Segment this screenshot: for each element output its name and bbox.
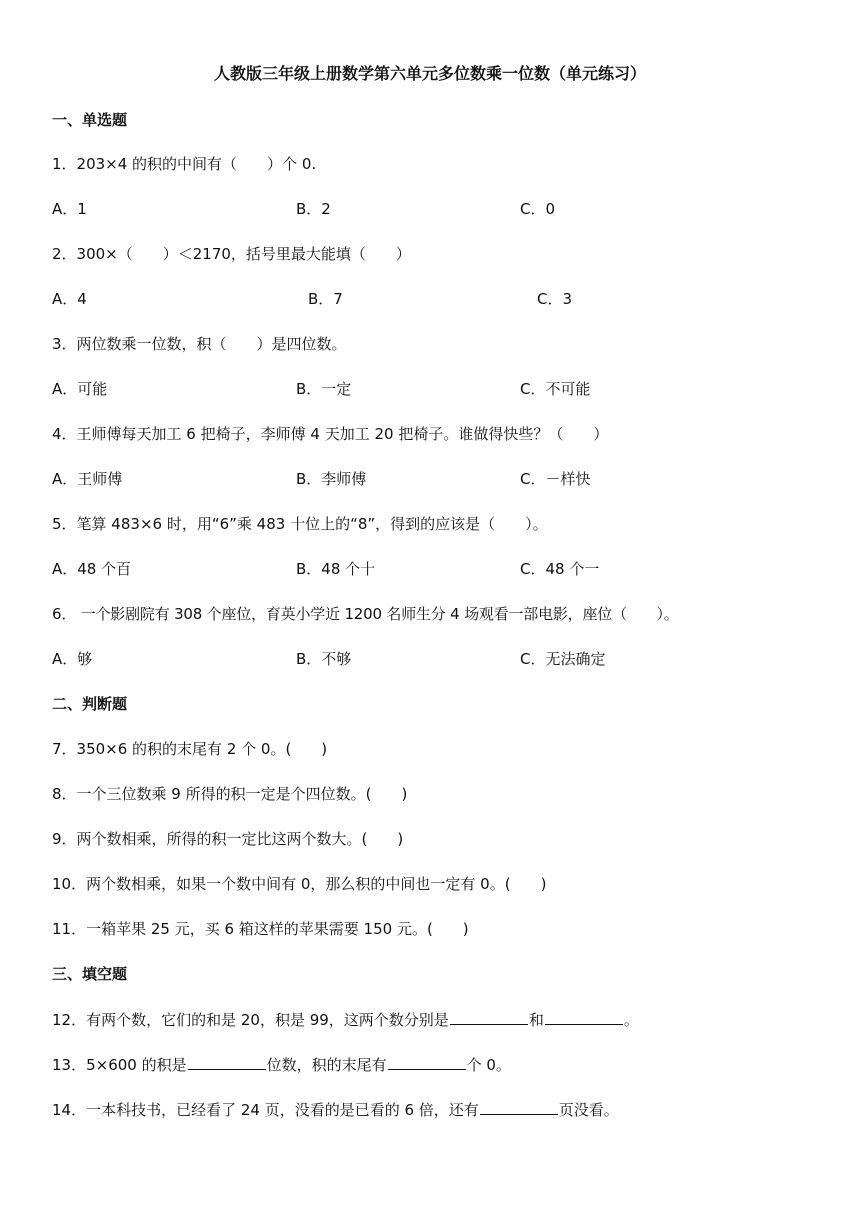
q12-text-post: 。 [623,1011,639,1029]
question-3: 3．两位数乘一位数，积（ ）是四位数。 [52,335,347,353]
q13-blank-1[interactable] [188,1053,266,1070]
q5-option-a: A．48 个百 [52,560,132,578]
question-14 [52,1098,619,1121]
question-1: 1．203×4 的积的中间有（ ）个 0. [52,155,317,173]
q2-option-a: A．4 [52,290,87,308]
page-title: 人教版三年级上册数学第六单元多位数乘一位数（单元练习） [213,64,646,83]
q14-text-pre: 14．一本科技书，已经看了 24 页，没看的是已看的 6 倍，还有 [52,1101,479,1119]
q12-text-pre: 12．有两个数，它们的和是 20，积是 99，这两个数分别是 [52,1011,449,1029]
q3-option-c: C．不可能 [520,380,591,398]
question-6: 6． 一个影剧院有 308 个座位，育英小学近 1200 名师生分 4 场观看一部电影，座位（ ）。 [52,605,679,623]
q13-text-mid: 位数，积的末尾有 [266,1056,387,1074]
question-2: 2．300×（ ）＜2170，括号里最大能填（ ） [52,245,411,263]
q14-blank-1[interactable] [480,1098,558,1115]
q12-blank-1[interactable] [450,1008,528,1025]
q6-option-b: B．不够 [296,650,352,668]
q2-option-c: C．3 [537,290,573,308]
q12-blank-2[interactable] [545,1008,623,1025]
question-11: 11．一箱苹果 25 元，买 6 箱这样的苹果需要 150 元。( ) [52,920,469,938]
q5-option-c: C．48 个一 [520,560,600,578]
q2-option-b: B．7 [308,290,343,308]
q1-option-b: B．2 [296,200,331,218]
question-9: 9．两个数相乘，所得的积一定比这两个数大。( ) [52,830,404,848]
question-12 [52,1008,639,1031]
question-13 [52,1053,511,1076]
question-5: 5．笔算 483×6 时，用“6”乘 483 十位上的“8”，得到的应该是（ ）。 [52,515,548,533]
q4-option-b: B．李师傅 [296,470,367,488]
q13-text-post: 个 0。 [466,1056,511,1074]
q3-option-a: A．可能 [52,380,108,398]
question-10: 10．两个数相乘，如果一个数中间有 0，那么积的中间也一定有 0。( ) [52,875,547,893]
q13-blank-2[interactable] [388,1053,466,1070]
question-7: 7．350×6 的积的末尾有 2 个 0。( ) [52,740,328,758]
q1-option-a: A．1 [52,200,87,218]
q14-text-post: 页没看。 [558,1101,619,1119]
q4-option-c: C．－样快 [520,470,591,488]
q12-text-mid: 和 [528,1011,544,1029]
section-heading-single-choice: 一、单选题 [52,111,128,129]
section-heading-true-false: 二、判断题 [52,695,128,713]
question-4: 4．王师傅每天加工 6 把椅子，李师傅 4 天加工 20 把椅子。谁做得快些？（ ） [52,425,609,443]
q3-option-b: B．一定 [296,380,352,398]
q5-option-b: B．48 个十 [296,560,376,578]
question-8: 8．一个三位数乘 9 所得的积一定是个四位数。( ) [52,785,408,803]
q1-option-c: C．0 [520,200,556,218]
q13-text-pre: 13．5×600 的积是 [52,1056,187,1074]
section-heading-fill-blank: 三、填空题 [52,965,128,983]
q6-option-c: C．无法确定 [520,650,606,668]
q4-option-a: A．王师傅 [52,470,123,488]
q6-option-a: A．够 [52,650,93,668]
